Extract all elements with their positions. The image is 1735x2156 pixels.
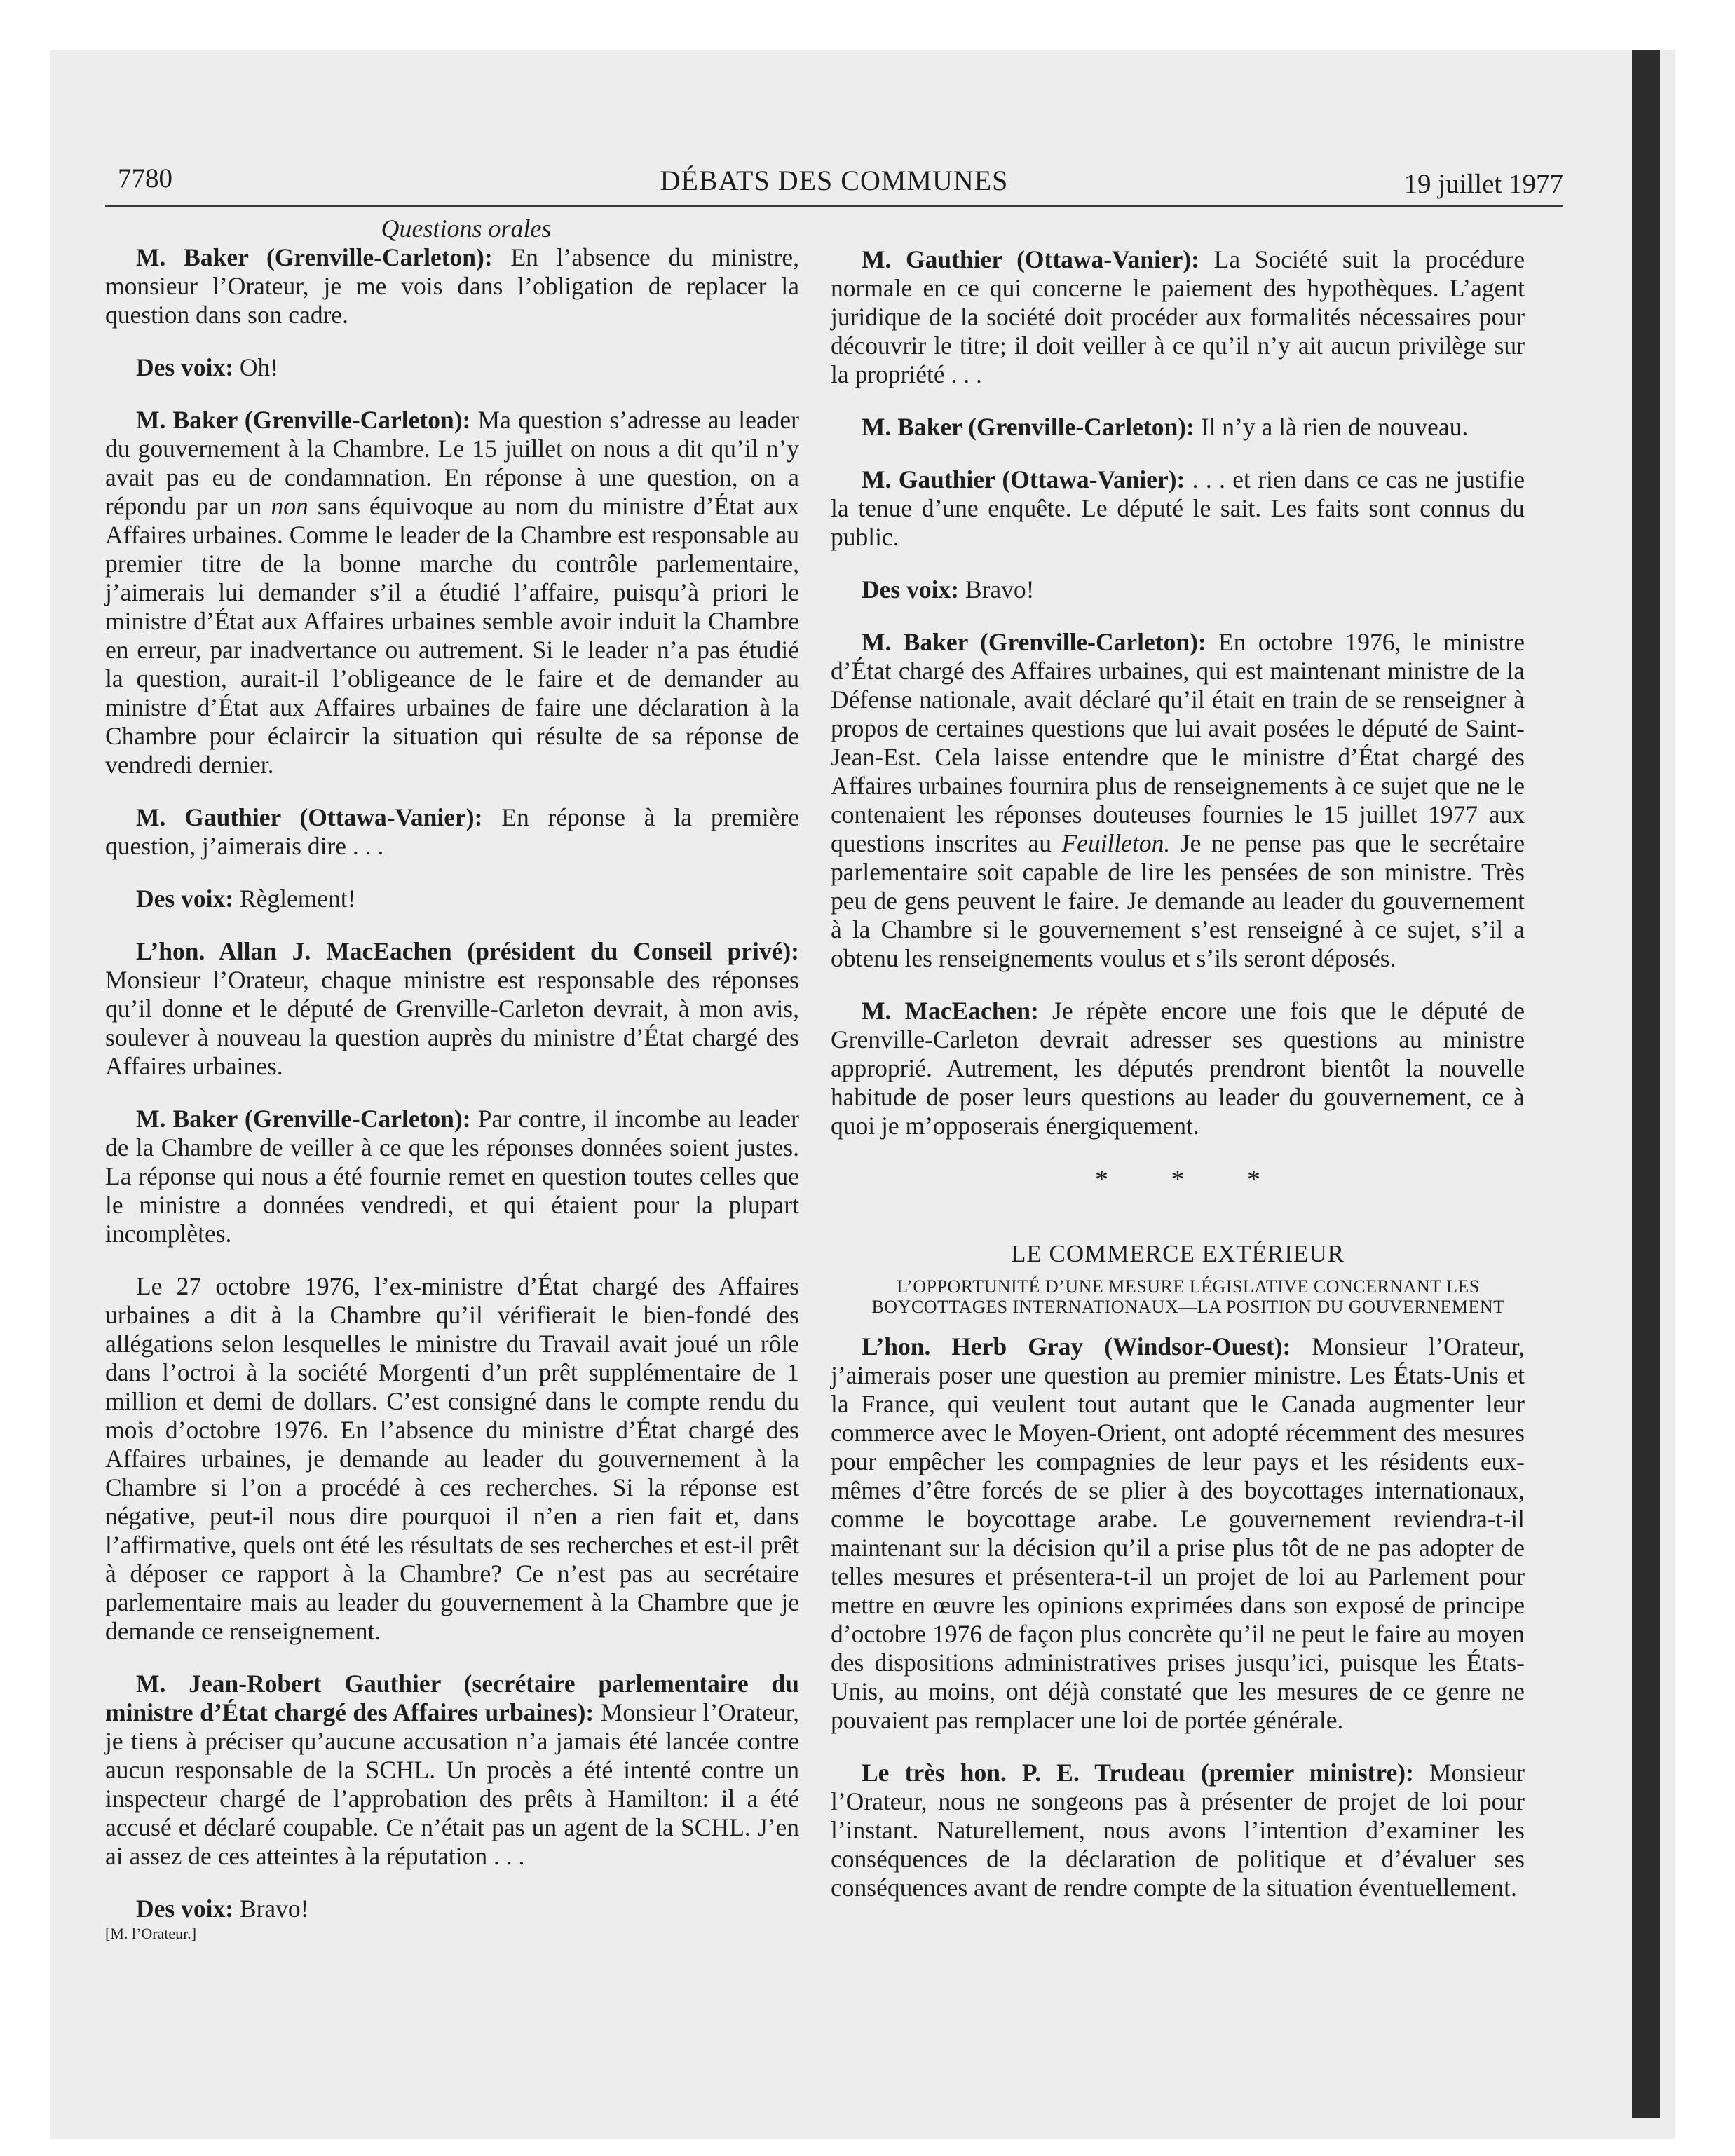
speech: En l’absence du ministre, monsieur l’Orateur, je me vois dans l’obligation de replacer la question dans son cadre. [105,243,799,329]
header-rule [105,205,1563,207]
paragraph [831,245,1525,389]
paragraph [831,1759,1525,1902]
section-rubric: Questions orales [381,214,552,243]
paragraph [831,997,1525,1140]
paragraph [105,803,799,861]
paragraph [831,1332,1525,1735]
speaker: M. Gauthier (Ottawa-Vanier): [862,245,1200,273]
speech: Bravo! [233,1895,309,1923]
speech: Monsieur l’Orateur, je tiens à préciser qu’aucune accusation n’a jamais été lancée contre aucun responsable de la SCHL. Un procès a été intenté contre un inspecteur chargé de l’approbation des prêts à Hamilton: il a été accusé et déclaré coupable. Ce n’était pas un agent de la SCHL. J’en ai assez de ces atteintes à la réputation . . . [105,1698,800,1870]
paragraph: Le 27 octobre 1976, l’ex-ministre d’État chargé des Affaires urbaines a dit à la Chambre qu’il vérifierait le bien-fondé des allégations selon lesquelles le ministre du Travail avait joué un rôle dans l’octroi à la société Morgenti d’un prêt supplémentaire de 1 million et demi de dollars. C’est consigné dans le compte rendu du mois d’octobre 1976. En l’absence du ministre d’État chargé des Affaires urbaines, je demande au leader du gouvernement à la Chambre si l’on a procédé à ces recherches. Si la réponse est négative, peut-il nous dire pourquoi il n’en a rien fait et, dans l’affirmative, quels ont été les résultats de ses recherches et est-il prêt à déposer ce rapport à la Chambre? Ce n’est pas au secrétaire parlementaire mais au leader du gouvernement à la Chambre que je demande ce renseignement. [105,1272,799,1645]
paragraph [105,937,799,1081]
speaker: M. Gauthier (Ottawa-Vanier): [136,803,483,831]
paragraph [105,885,799,913]
speech: Je ne pense pas que le secrétaire parlementaire soit capable de lire les pensées de son ministre. Très peu de gens peuvent le faire. Je demande au leader du gouvernement à la Chambre si le gouvernement s’est renseigné à ce sujet, s’il a obtenu les renseignements voulus et s’ils seront déposés. [831,829,1525,972]
speaker: M. Baker (Grenville-Carleton): [136,243,493,271]
paragraph [105,1670,799,1871]
paragraph [105,243,799,329]
speech: . . . et rien dans ce cas ne justifie la tenue d’une enquête. Le député le sait. Les faits sont connus du public. [831,465,1525,551]
section-title: LE COMMERCE EXTÉRIEUR [1011,1240,1345,1267]
left-column [105,214,799,1943]
paragraph [831,413,1525,442]
emphasis: non [271,492,308,520]
paragraph [105,1895,799,1923]
speaker: M. Baker (Grenville-Carleton): [862,413,1195,441]
speech: Bravo! [959,575,1035,603]
binding-edge [1632,50,1660,2118]
paragraph [105,406,799,779]
speech: La Société suit la procédure normale en ce qui concerne le paiement des hypothèques. L’agent juridique de la société doit procéder aux formalités nécessaires pour découvrir le titre; il doit veiller à ce qu’il n’y ait aucun privilège sur la propriété . . . [831,245,1525,388]
speaker: Des voix: [136,353,234,381]
speech: Oh! [233,353,279,381]
speaker: Des voix: [136,885,234,913]
speaker: M. Baker (Grenville-Carleton): [862,628,1206,656]
section-separator: * * * [1095,1165,1288,1194]
speaker: M. MacEachen: [862,997,1039,1025]
speaker: M. Jean-Robert Gauthier (secrétaire parlementaire du ministre d’État chargé des Affaires urbaines): [105,1670,799,1726]
speaker: M. Gauthier (Ottawa-Vanier): [862,465,1185,493]
emphasis: Feuilleton. [1061,829,1171,857]
paragraph [831,628,1525,973]
speech: En octobre 1976, le ministre d’État chargé des Affaires urbaines, qui est maintenant ministre de la Défense nationale, avait déclaré qu’il était en train de se renseigner à propos de certaines questions que lui avait posées le député de Saint-Jean-Est. Cela laisse entendre que le ministre d’État chargé des Affaires urbaines fournira plus de renseignements à ce sujet que ne le contenaient les réponses douteuses fournies le 15 juillet 1977 aux questions inscrites au [831,628,1525,857]
speaker: M. Baker (Grenville-Carleton): [136,406,471,434]
speech: Règlement! [233,885,356,913]
section-subtitle: L’OPPORTUNITÉ D’UNE MESURE LÉGISLATIVE CONCERNANT LES BOYCOTTAGES INTERNATIONAUX—LA POSITION DU GOUVERNEMENT [871,1276,1505,1317]
speech: Je répète encore une fois que le député de Grenville-Carleton devrait adresser ses questions au ministre approprié. Autrement, les députés prendront bientôt la nouvelle habitude de poser leurs questions au leader du gouvernement, ce à quoi je m’opposerais énergiquement. [831,997,1525,1140]
paragraph [105,1105,799,1248]
speaker: L’hon. Herb Gray (Windsor-Ouest): [862,1332,1291,1360]
speech: Monsieur l’Orateur, chaque ministre est responsable des réponses qu’il donne et le député de Grenville-Carleton devrait, à mon avis, soulever à nouveau la question auprès du ministre d’État chargé des Affaires urbaines. [105,966,799,1080]
speech: Monsieur l’Orateur, nous ne songeons pas à présenter de projet de loi pour l’instant. Naturellement, nous avons l’intention d’examiner les conséquences de la déclaration de politique et d’évaluer ses conséquences avant de rendre compte de la situation éventuellement. [831,1759,1525,1902]
speaker: M. Baker (Grenville-Carleton): [136,1105,471,1133]
right-column [831,245,1525,1926]
speech: Ma question s’adresse au leader du gouvernement à la Chambre. Le 15 juillet on nous a dit qu’il n’y avait pas eu de condamnation. En réponse à une question, on a répondu par un [105,406,799,520]
paragraph [831,465,1525,552]
speech: sans équivoque au nom du ministre d’État aux Affaires urbaines. Comme le leader de la Chambre est responsable au premier titre de la bonne marche du contrôle parlementaire, j’aimerais lui demander s’il a étudié l’affaire, puisqu’à priori le ministre d’État aux Affaires urbaines semble avoir induit la Chambre en erreur, par inadvertance ou autrement. Si le leader n’a pas étudié la question, aurait-il l’obligeance de le faire et de demander au ministre d’État aux Affaires urbaines de faire une déclaration à la Chambre pour éclaircir la situation qui résulte de sa réponse de vendredi dernier. [105,492,799,779]
page-date: 19 juillet 1977 [1403,169,1563,199]
speech: Par contre, il incombe au leader de la Chambre de veiller à ce que les réponses données soient justes. La réponse qui nous a été fournie remet en question toutes celles que le ministre a données vendredi, et qui étaient pour la plupart incomplètes. [105,1105,799,1248]
paragraph [105,353,799,382]
page-number: 7780 [118,163,172,193]
speaker-footnote: [M. l’Orateur.] [105,1925,197,1942]
speaker: Le très hon. P. E. Trudeau (premier ministre): [862,1759,1414,1787]
page-header [105,163,1563,207]
speaker: L’hon. Allan J. MacEachen (président du Conseil privé): [136,937,799,965]
paragraph [831,575,1525,604]
speech: Monsieur l’Orateur, j’aimerais poser une question au premier ministre. Les États-Unis et la France, qui veulent tout autant que le Canada augmenter leur commerce avec le Moyen-Orient, ont adopté récemment des mesures pour empêcher les compagnies de leur pays et les résidents eux-mêmes d’être forcés de se plier à des boycottages internationaux, comme le boycottage arabe. Le gouvernement reviendra-t-il maintenant sur la décision qu’il a prise plus tôt de ne pas adopter de telles mesures et présentera-t-il un projet de loi au Parlement pour mettre en œuvre les opinions exprimées dans son exposé de principe d’octobre 1976 de façon plus concrète qu’il ne peut le faire au moyen des dispositions administratives prises jusqu’ici, puisque les États-Unis, au moins, ont déjà constaté que les mesures de ce genre ne pouvaient pas remplacer une loi de portée générale. [831,1332,1525,1734]
speech: En réponse à la première question, j’aimerais dire . . . [105,803,800,860]
speech: Il n’y a là rien de nouveau. [1194,413,1469,441]
speaker: Des voix: [136,1895,234,1923]
running-title: DÉBATS DES COMMUNES [660,165,1009,196]
speaker: Des voix: [862,575,960,603]
